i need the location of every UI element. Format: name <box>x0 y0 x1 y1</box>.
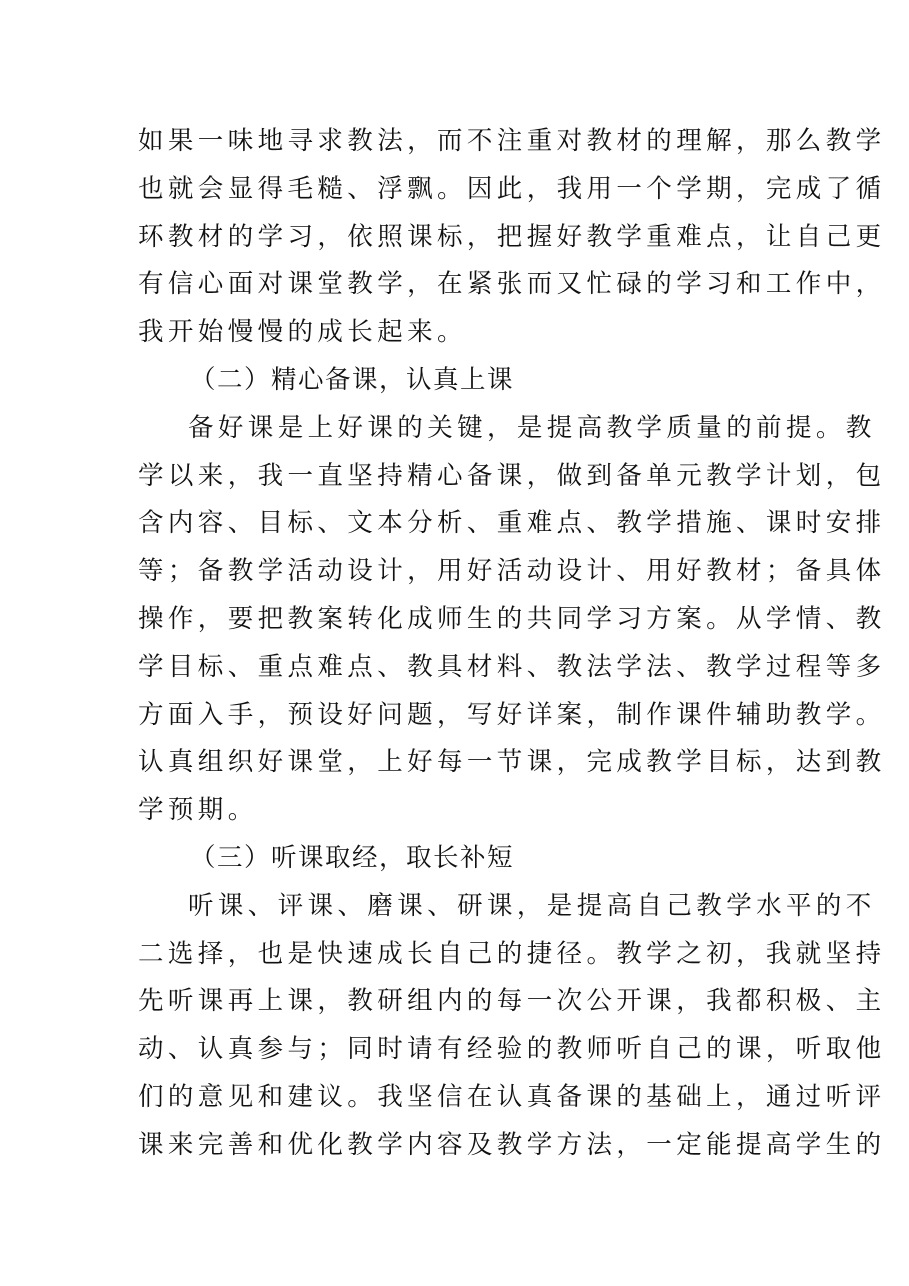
body-line: 先听课再上课，教研组内的每一次公开课，我都积极、主 <box>138 986 886 1017</box>
body-line: 认真组织好课堂，上好每一节课，完成教学目标，达到教 <box>138 747 886 778</box>
section-heading: （三）听课取经，取长补短 <box>190 842 515 873</box>
body-line: 学以来，我一直坚持精心备课，做到备单元教学计划，包 <box>138 460 886 491</box>
body-line: 学预期。 <box>138 795 258 826</box>
body-line: 含内容、目标、文本分析、重难点、教学措施、课时安排 <box>138 508 886 539</box>
body-line: 方面入手，预设好问题，写好详案，制作课件辅助教学。 <box>138 699 886 730</box>
body-line: 如果一味地寻求教法，而不注重对教材的理解，那么教学 <box>138 126 886 156</box>
body-line: 们的意见和建议。我坚信在认真备课的基础上，通过听评 <box>138 1081 886 1112</box>
body-line: 动、认真参与；同时请有经验的教师听自己的课，听取他 <box>138 1034 886 1065</box>
body-line: 操作，要把教案转化成师生的共同学习方案。从学情、教 <box>138 603 886 634</box>
body-line: 等；备教学活动设计，用好活动设计、用好教材；备具体 <box>138 556 886 587</box>
section-heading: （二）精心备课，认真上课 <box>190 364 515 395</box>
body-line: 也就会显得毛糙、浮飘。因此，我用一个学期，完成了循 <box>138 173 886 204</box>
body-line: 学目标、重点难点、教具材料、教法学法、教学过程等多 <box>138 651 886 682</box>
body-line: 二选择，也是快速成长自己的捷径。教学之初，我就坚持 <box>138 938 886 969</box>
body-line: 我开始慢慢的成长起来。 <box>138 317 467 348</box>
paragraph-first-line: 听课、评课、磨课、研课，是提高自己教学水平的不 <box>188 890 876 921</box>
paragraph-first-line: 备好课是上好课的关键，是提高教学质量的前提。教 <box>188 412 876 443</box>
document-body <box>138 118 886 1170</box>
body-line: 有信心面对课堂教学，在紧张而又忙碌的学习和工作中， <box>138 269 886 300</box>
body-line: 课来完善和优化教学内容及教学方法，一定能提高学生的 <box>138 1129 886 1160</box>
body-line: 环教材的学习，依照课标，把握好教学重难点，让自己更 <box>138 221 886 252</box>
